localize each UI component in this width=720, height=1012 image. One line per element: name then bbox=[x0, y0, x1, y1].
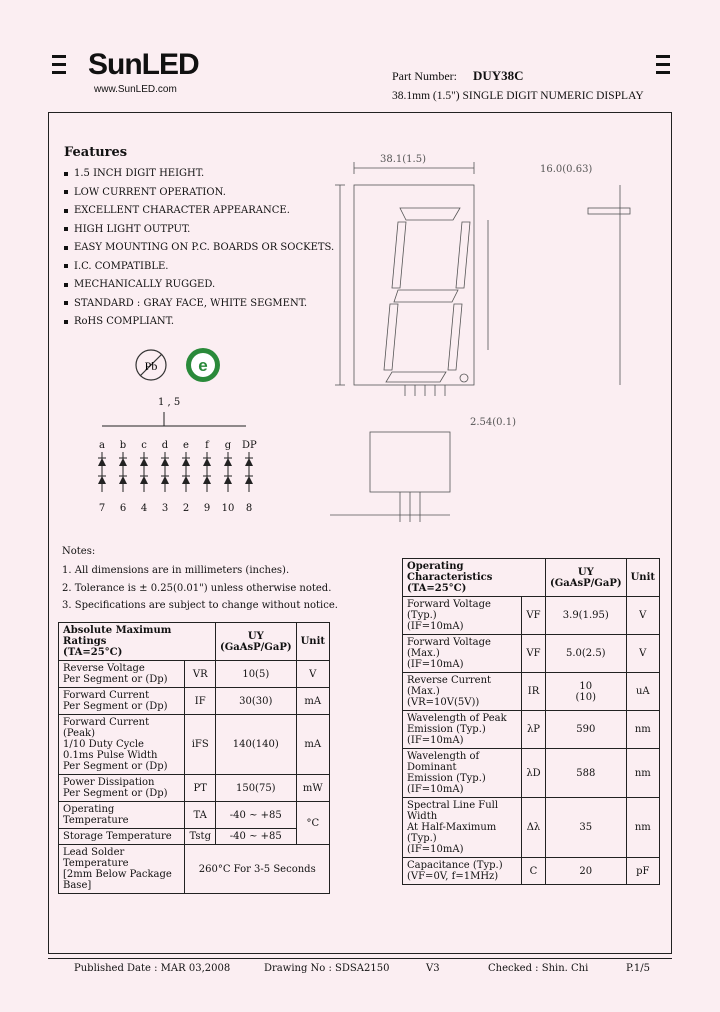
table-row: Power Dissipation Per Segment or (Dp) PT 150(75) mW bbox=[59, 775, 330, 802]
table-row: Wavelength of Dominant Emission (Typ.) (IF=10mA) λD 588 nm bbox=[403, 749, 660, 798]
e-label: e bbox=[198, 356, 208, 375]
company-logo: SunLED bbox=[88, 48, 199, 81]
note-2: 2. Tolerance is ± 0.25(0.01") unless otherwise noted. bbox=[62, 583, 332, 594]
feature-item: 1.5 INCH DIGIT HEIGHT. bbox=[64, 168, 204, 179]
bullet-icon bbox=[64, 190, 68, 194]
version: V3 bbox=[426, 963, 440, 974]
pin-number: 8 bbox=[245, 503, 253, 514]
feature-item: LOW CURRENT OPERATION. bbox=[64, 187, 226, 198]
bullet-icon bbox=[64, 320, 68, 324]
bullet-icon bbox=[64, 246, 68, 250]
rohs-e-icon bbox=[184, 346, 222, 384]
feature-item: STANDARD : GRAY FACE, WHITE SEGMENT. bbox=[64, 298, 307, 309]
feature-item: MECHANICALLY RUGGED. bbox=[64, 279, 215, 290]
pin-number: 7 bbox=[98, 503, 106, 514]
abs-col-uy: UY (GaAsP/GaP) bbox=[215, 623, 296, 661]
segment-label: g bbox=[224, 440, 232, 451]
table-row: Reverse Voltage Per Segment or (Dp) VR 10(5) V bbox=[59, 661, 330, 688]
side-mark bbox=[656, 55, 670, 58]
diode-symbol bbox=[161, 452, 169, 492]
part-number-line: Part Number: DUY38C bbox=[392, 68, 524, 83]
page-number: P.1/5 bbox=[626, 963, 650, 974]
diode-symbol bbox=[140, 452, 148, 492]
diode-symbol bbox=[224, 452, 232, 492]
published-date: Published Date : MAR 03,2008 bbox=[74, 963, 231, 974]
table-row: Reverse Current (Max.) (VR=10V(5V)) IR 10 (10) uA bbox=[403, 673, 660, 711]
op-header: Operating Characteristics (TA=25°C) bbox=[403, 559, 546, 597]
pb-label: Pb bbox=[144, 359, 158, 373]
segment-label: DP bbox=[242, 440, 257, 451]
diode-symbol bbox=[245, 452, 253, 492]
table-row: Wavelength of Peak Emission (Typ.) (IF=10mA) λP 590 nm bbox=[403, 711, 660, 749]
feature-item: EXCELLENT CHARACTER APPEARANCE. bbox=[64, 205, 290, 216]
notes-title: Notes: bbox=[62, 546, 96, 557]
pin-number: 10 bbox=[221, 503, 235, 514]
diode-symbol bbox=[119, 452, 127, 492]
abs-header: Absolute Maximum Ratings (TA=25°C) bbox=[59, 623, 216, 661]
absolute-max-ratings-table bbox=[58, 622, 330, 894]
table-row: Spectral Line Full Width At Half-Maximum (Typ.) (IF=10mA) Δλ 35 nm bbox=[403, 798, 660, 858]
side-mark bbox=[52, 63, 66, 66]
table-row: Forward Voltage (Typ.) (IF=10mA) VF 3.9(1.95) V bbox=[403, 597, 660, 635]
table-row: Operating Temperature TA -40 ~ +85 °C bbox=[59, 802, 330, 829]
table-row: Forward Current Per Segment or (Dp) IF 30(30) mA bbox=[59, 688, 330, 715]
bullet-icon bbox=[64, 227, 68, 231]
bullet-icon bbox=[64, 283, 68, 287]
drawing-number: Drawing No : SDSA2150 bbox=[264, 963, 390, 974]
footer-rule bbox=[48, 958, 672, 959]
table-row: Capacitance (Typ.) (VF=0V, f=1MHz) C 20 pF bbox=[403, 858, 660, 885]
bullet-icon bbox=[64, 301, 68, 305]
diode-symbol bbox=[98, 452, 106, 492]
segment-label: e bbox=[183, 440, 189, 451]
circuit-diagram bbox=[86, 412, 266, 492]
table-row: Forward Current (Peak) 1/10 Duty Cycle 0.1ms Pulse Width Per Segment or (Dp) iFS 140(140) mA bbox=[59, 715, 330, 775]
operating-characteristics-table bbox=[402, 558, 660, 885]
side-mark bbox=[656, 63, 670, 66]
side-mark bbox=[52, 71, 66, 74]
package-drawing bbox=[320, 150, 660, 530]
feature-item: HIGH LIGHT OUTPUT. bbox=[64, 224, 190, 235]
dim-side: 16.0(0.63) bbox=[540, 164, 593, 175]
circuit-common-label: 1 , 5 bbox=[158, 397, 181, 408]
feature-item: RoHS COMPLIANT. bbox=[64, 316, 174, 327]
feature-item: I.C. COMPATIBLE. bbox=[64, 261, 168, 272]
bullet-icon bbox=[64, 172, 68, 176]
pin-number: 9 bbox=[203, 503, 211, 514]
note-3: 3. Specifications are subject to change without notice. bbox=[62, 600, 338, 611]
op-col-unit: Unit bbox=[626, 559, 659, 597]
pin-number: 6 bbox=[119, 503, 127, 514]
bullet-icon bbox=[64, 264, 68, 268]
note-1: 1. All dimensions are in millimeters (inches). bbox=[62, 565, 290, 576]
side-mark bbox=[656, 71, 670, 74]
side-mark bbox=[52, 55, 66, 58]
feature-item: EASY MOUNTING ON P.C. BOARDS OR SOCKETS. bbox=[64, 242, 334, 253]
segment-label: f bbox=[205, 440, 209, 451]
features-title: Features bbox=[64, 145, 128, 160]
abs-col-unit: Unit bbox=[296, 623, 329, 661]
bullet-icon bbox=[64, 209, 68, 213]
description: 38.1mm (1.5") SINGLE DIGIT NUMERIC DISPLAY bbox=[392, 90, 644, 102]
segment-label: c bbox=[141, 440, 147, 451]
segment-label: a bbox=[99, 440, 105, 451]
op-col-uy: UY (GaAsP/GaP) bbox=[545, 559, 626, 597]
table-row: Lead Solder Temperature [2mm Below Package Base] 260°C For 3-5 Seconds bbox=[59, 845, 330, 894]
dim-width: 38.1(1.5) bbox=[380, 154, 426, 165]
dim-pin: 2.54(0.1) bbox=[470, 417, 516, 428]
pin-number: 2 bbox=[182, 503, 190, 514]
diode-symbol bbox=[203, 452, 211, 492]
diode-symbol bbox=[182, 452, 190, 492]
table-row: Storage Temperature Tstg -40 ~ +85 bbox=[59, 829, 330, 845]
pb-free-icon bbox=[134, 348, 168, 382]
checked-by: Checked : Shin. Chi bbox=[488, 963, 589, 974]
table-row: Forward Voltage (Max.) (IF=10mA) VF 5.0(2.5) V bbox=[403, 635, 660, 673]
segment-label: b bbox=[119, 440, 127, 451]
pin-number: 4 bbox=[140, 503, 148, 514]
website: www.SunLED.com bbox=[94, 84, 177, 95]
segment-label: d bbox=[161, 440, 169, 451]
pin-number: 3 bbox=[161, 503, 169, 514]
